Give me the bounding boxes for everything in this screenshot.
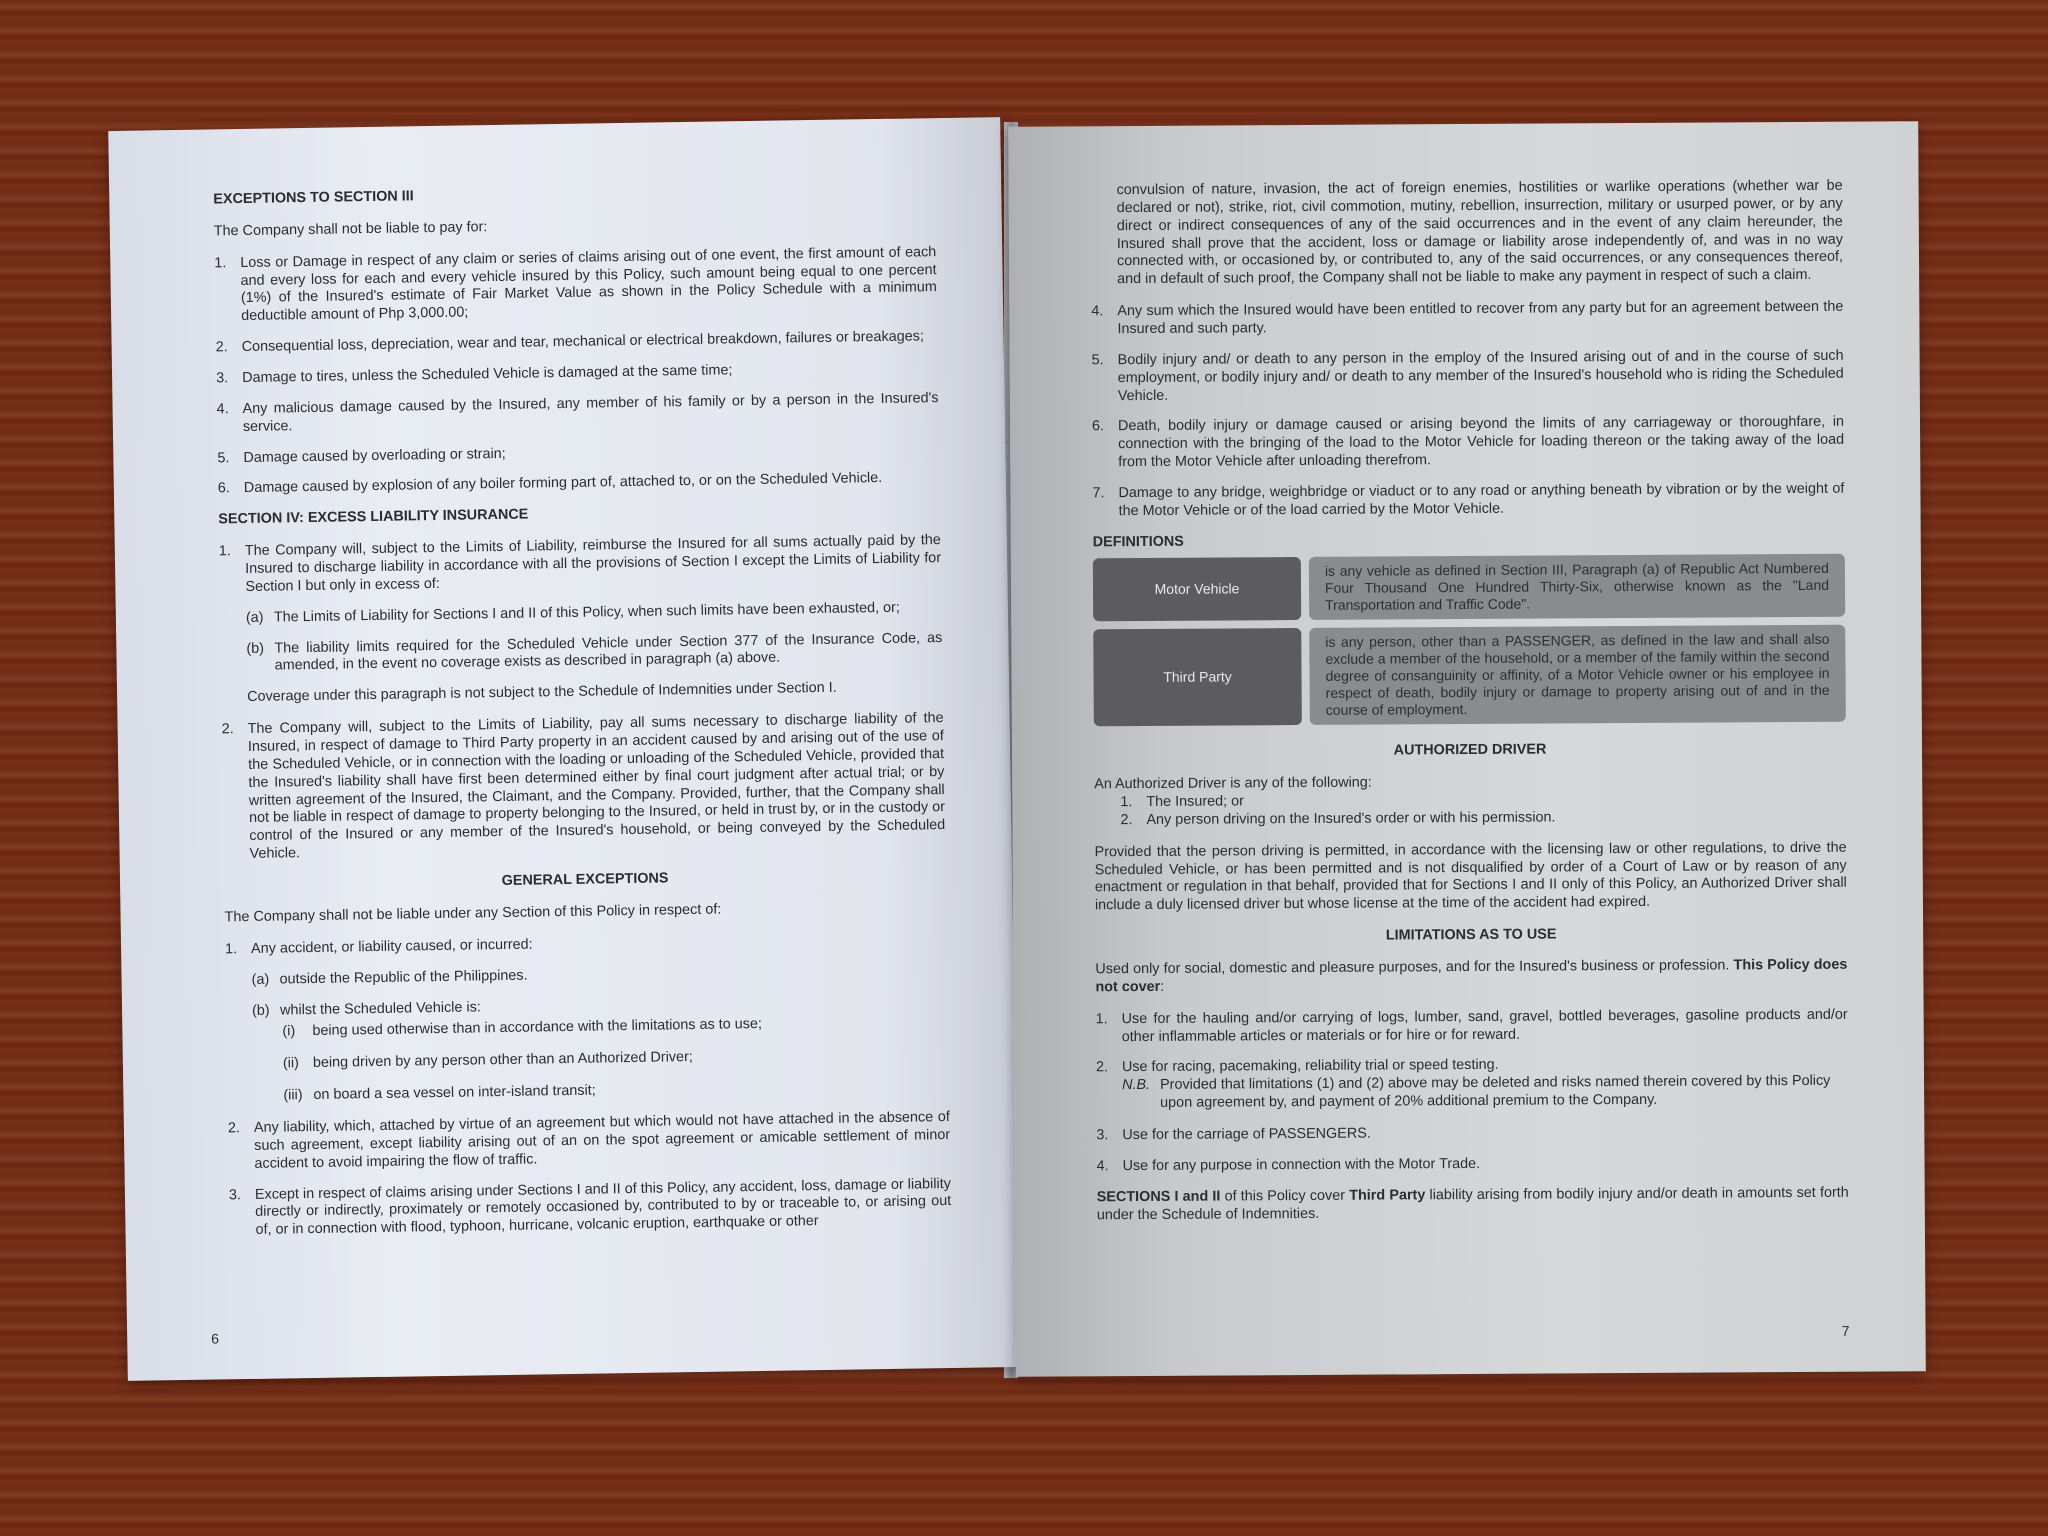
- definition-term: Third Party: [1093, 628, 1302, 727]
- item-number: 2.: [221, 721, 234, 738]
- nb-text: Provided that limitations (1) and (2) above may be deleted and risks named therein covered by this Policy upon agreement by, and payment of 20% additional premium to the Company.: [1159, 1073, 1831, 1112]
- item-text: The Limits of Liability for Sections I and II of this Policy, when such limits have been exhausted, or;: [273, 599, 900, 626]
- item-number: 3.: [216, 370, 229, 387]
- definition-description: is any vehicle as defined in Section III, Paragraph (a) of Republic Act Numbered Four Thousand One Hundred Thirty-Six, otherwise known as the "Land Transportation and Traffic Code".: [1309, 553, 1845, 620]
- item-number: 1.: [214, 254, 227, 272]
- item-text: The Company will, subject to the Limits of Liability, pay all sums necessary to discharge liability of the Insured, in respect of damage to Third Party property in an accident caused by and arising out of the use of the Scheduled Vehicle, or in connection with the loading or unloading of the Scheduled Vehicle, provided that the Insured's liability shall have first been determined either by final court judgment after actual trial; or by written agreement of the Insured, the Claimant, and the Company. Provided, further, that the Company shall not be liable in respect of damage to property belonging to the Insured, or held in trust by, or in the custody or control of the Insured or any member of the Insured's household, or being conveyed by the Scheduled Vehicle.: [247, 710, 946, 863]
- item-text: Bodily injury and/ or death to any person in the employ of the Insured arising out of and in the course of such employment, or bodily injury and/ or death to any member of the Insured's household who is riding the Scheduled Vehicle.: [1117, 347, 1844, 404]
- list-item: [228, 1109, 951, 1174]
- item-text: outside the Republic of the Philippines.: [279, 967, 528, 988]
- sub-item: [251, 961, 947, 990]
- list-item: [216, 390, 938, 437]
- item-text: Any person driving on the Insured's order or with his permission.: [1146, 809, 1556, 828]
- left-page: [108, 117, 1020, 1381]
- item-number: (b): [251, 1002, 270, 1019]
- coverage-note: Coverage under this paragraph is not subject to the Schedule of Indemnities under Section I.: [247, 680, 837, 706]
- item-number: (i): [282, 1023, 296, 1040]
- closing-rest: liability arising from bodily injury and/or death in amounts set forth under the Schedule of Indemnities.: [1096, 1184, 1849, 1223]
- sub-item: [246, 599, 942, 628]
- item-number: 4.: [1091, 303, 1104, 320]
- list-item: [1092, 481, 1844, 521]
- item-text: Any liability, which, attached by virtue of an agreement but which would not have attached in the absence of such agreement, except liability arising out of an on the spot agreement or amicable settlement of minor accident to avoid impairing the flow of traffic.: [253, 1108, 951, 1172]
- list-item: [1120, 807, 1846, 829]
- item-text: Damage to tires, unless the Scheduled Vehicle is damaged at the same time;: [242, 362, 733, 387]
- list-item: [214, 244, 937, 327]
- continuation-text: convulsion of nature, invasion, the act of foreign enemies, hostilities or warlike operations (whether war be declared or not), strike, riot, civil commotion, mutiny, rebellion, insurrection, military or usurped power, or by any direct or indirect consequences of any of the said occurrences and in the event of any claim hereunder, the Insured shall prove that the accident, loss or damage or liability arose independently of, and was in no way connected with, or occasioned by, or contributed to, any of the said occurrences, or any consequences thereof, and in default of such proof, the Company shall not be liable to make any payment in respect of such a claim.: [1116, 177, 1844, 288]
- list-item: [225, 930, 947, 959]
- item-number: 1.: [224, 940, 238, 958]
- item-text: The Insured; or: [1146, 793, 1244, 810]
- closing-statement: [1097, 1184, 1849, 1224]
- general-exceptions-heading: GENERAL EXCEPTIONS: [501, 870, 669, 890]
- definitions-table: [1093, 553, 1846, 726]
- item-text: Any accident, or liability caused, or incurred:: [250, 936, 533, 957]
- item-text: The Company will, subject to the Limits of Liability, reimburse the Insured for all sums actually paid by the Insured to discharge liability in accordance with all the provisions of Section I except the Limits of Liability for Section I but only in excess of:: [244, 532, 942, 595]
- general-exceptions-intro: The Company shall not be liable under any Section of this Policy in respect of:: [224, 901, 722, 926]
- item-number: 3.: [1096, 1127, 1109, 1144]
- list-item: [1096, 1154, 1848, 1176]
- definition-row: [1093, 553, 1845, 621]
- item-text: Damage caused by overloading or strain;: [243, 445, 506, 466]
- authorized-driver-intro: An Authorized Driver is any of the following:: [1094, 774, 1372, 793]
- item-number: 6.: [217, 480, 231, 497]
- item-text: Use for racing, pacemaking, reliability trial or speed testing.: [1121, 1057, 1499, 1076]
- item-number: (b): [246, 640, 265, 657]
- limitations-heading: LIMITATIONS AS TO USE: [1385, 926, 1557, 944]
- item-text: Use for any purpose in connection with the Motor Trade.: [1122, 1155, 1481, 1174]
- section4-heading: SECTION IV: EXCESS LIABILITY INSURANCE: [218, 506, 529, 528]
- list-item: [219, 532, 942, 597]
- item-number: 6.: [1091, 418, 1105, 435]
- item-text: Any malicious damage caused by the Insured, any member of his family or by a person in the Insured's service.: [242, 389, 939, 435]
- item-text: The liability limits required for the Scheduled Vehicle under Section 377 of the Insurance Code, as amended, in the event no coverage exists as described in paragraph (a) above.: [274, 629, 943, 675]
- list-item: [216, 328, 938, 357]
- list-item: [1092, 348, 1844, 406]
- right-page: [1008, 121, 1926, 1377]
- item-number: (ii): [282, 1055, 300, 1072]
- item-number: 2.: [1095, 1059, 1109, 1076]
- item-text: Use for the hauling and/or carrying of logs, lumber, sand, gravel, bottled beverages, gasoline products and/or other inflammable articles or materials or for hire or for reward.: [1121, 1006, 1848, 1045]
- item-text: Death, bodily injury or damage caused or arising beyond the limits of any carriageway or thoroughfare, in connection with the bringing of the load to the Motor Vehicle for loading thereon or the taking away of the load from the Motor Vehicle after unloading therefrom.: [1117, 414, 1845, 471]
- limitations-intro-bold: This Policy does not cover: [1095, 956, 1848, 996]
- list-item: [1092, 414, 1844, 472]
- list-item: [217, 439, 939, 468]
- list-item: [1091, 299, 1843, 339]
- item-text: being driven by any person other than an Authorized Driver;: [312, 1049, 693, 1072]
- sub-sub-item: [283, 1045, 949, 1073]
- item-number: 2.: [215, 339, 228, 356]
- item-text: Use for the carriage of PASSENGERS.: [1122, 1125, 1371, 1144]
- item-number: 7.: [1092, 485, 1105, 502]
- list-item: [216, 359, 938, 388]
- page-number: 6: [211, 1330, 220, 1347]
- definition-term: Motor Vehicle: [1093, 557, 1301, 622]
- page-number: 7: [1841, 1322, 1850, 1339]
- item-number: 4.: [216, 401, 229, 418]
- closing-bold-third-party: Third Party: [1349, 1186, 1426, 1204]
- definition-description: is any person, other than a PASSENGER, as defined in the law and shall also exclude a member of the household, or a member of the family within the second degree of consanguinity or affinity, of a Motor Vehicle owner or his employee in respect of death, bodily injury or damage to property arising out of and in the course of employment.: [1309, 625, 1846, 726]
- item-number: 1.: [1120, 793, 1133, 811]
- item-text: Any sum which the Insured would have been entitled to recover from any party but for an agreement between the Insured and such party.: [1117, 298, 1844, 338]
- item-number: 1.: [1095, 1010, 1108, 1027]
- item-number: 2.: [227, 1120, 241, 1137]
- item-number: 1.: [218, 543, 231, 560]
- limitations-intro: [1095, 957, 1847, 997]
- definitions-heading: DEFINITIONS: [1092, 533, 1184, 551]
- limitations-intro-colon: :: [1160, 978, 1165, 995]
- item-text: Loss or Damage in respect of any claim or series of claims arising out of one event, the first amount of each and every loss for each and every vehicle insured by this Policy, such amount being equal to one percent (1%) of the Insured's estimate of Fair Market Value as shown in the Policy Schedule with a minimum deductible amount of Php 3,000.00;: [240, 243, 937, 325]
- item-number: 5.: [1091, 352, 1104, 369]
- item-number: 3.: [228, 1186, 242, 1203]
- exceptions3-heading: EXCEPTIONS TO SECTION III: [213, 188, 414, 208]
- item-text: Consequential loss, depreciation, wear and tear, mechanical or electrical breakdown, failures or breakages;: [241, 328, 925, 356]
- nb-label: N.B.: [1121, 1077, 1151, 1094]
- item-number: 4.: [1096, 1158, 1109, 1175]
- exceptions3-intro: The Company shall not be liable to pay for:: [213, 218, 488, 240]
- nb-note: [1122, 1073, 1848, 1113]
- authorized-driver-proviso: Provided that the person driving is permitted, in accordance with the licensing law or other regulations, to drive the Scheduled Vehicle, or has been permitted and is not disqualified by order of a Court of Law or by reason of any enactment or regulation in that behalf, provided that for Sections I and II only of this Policy, an Authorized Driver shall include a duly licensed driver but whose license at the time of the accident had expired.: [1094, 839, 1847, 914]
- item-text: Damage to any bridge, weighbridge or viaduct or to any road or anything beneath by vibration or by the weight of the Motor Vehicle or of the load carried by the Motor Vehicle.: [1118, 480, 1845, 520]
- closing-bold-sections: SECTIONS I and II: [1096, 1188, 1221, 1205]
- item-number: (a): [245, 609, 264, 626]
- item-text: being used otherwise than in accordance with the limitations as to use;: [312, 1016, 763, 1040]
- sub-item: [246, 630, 942, 677]
- item-number: (iii): [283, 1087, 303, 1104]
- item-text: Damage caused by explosion of any boiler forming part of, attached to, or on the Scheduled Vehicle.: [243, 470, 883, 497]
- item-number: 5.: [217, 449, 230, 467]
- authorized-driver-list: [1094, 790, 1846, 830]
- limitations-intro-text: Used only for social, domestic and pleasure purposes, and for the Insured's business or profession.: [1095, 957, 1730, 978]
- list-item: [218, 470, 940, 499]
- list-item: [229, 1175, 952, 1240]
- list-item: [222, 710, 946, 864]
- item-text: whilst the Scheduled Vehicle is:: [279, 998, 481, 1018]
- sub-sub-item: [283, 1077, 949, 1105]
- list-item: [1096, 1006, 1848, 1046]
- item-number: (a): [251, 971, 270, 988]
- closing-mid: of this Policy cover: [1220, 1187, 1350, 1205]
- item-text: Except in respect of claims arising under Sections I and II of this Policy, any accident, loss, damage or liability directly or indirectly, proximately or remotely occasioned by, contributed to by or traceable to, or arising out of, or in connection with flood, typhoon, hurricane, volcanic eruption, earthquake or other: [254, 1175, 952, 1239]
- authorized-driver-heading: AUTHORIZED DRIVER: [1393, 741, 1547, 759]
- item-number: 2.: [1120, 811, 1133, 828]
- definition-row: [1093, 625, 1846, 727]
- list-item: [1096, 1123, 1848, 1145]
- item-text: on board a sea vessel on inter-island transit;: [313, 1082, 596, 1104]
